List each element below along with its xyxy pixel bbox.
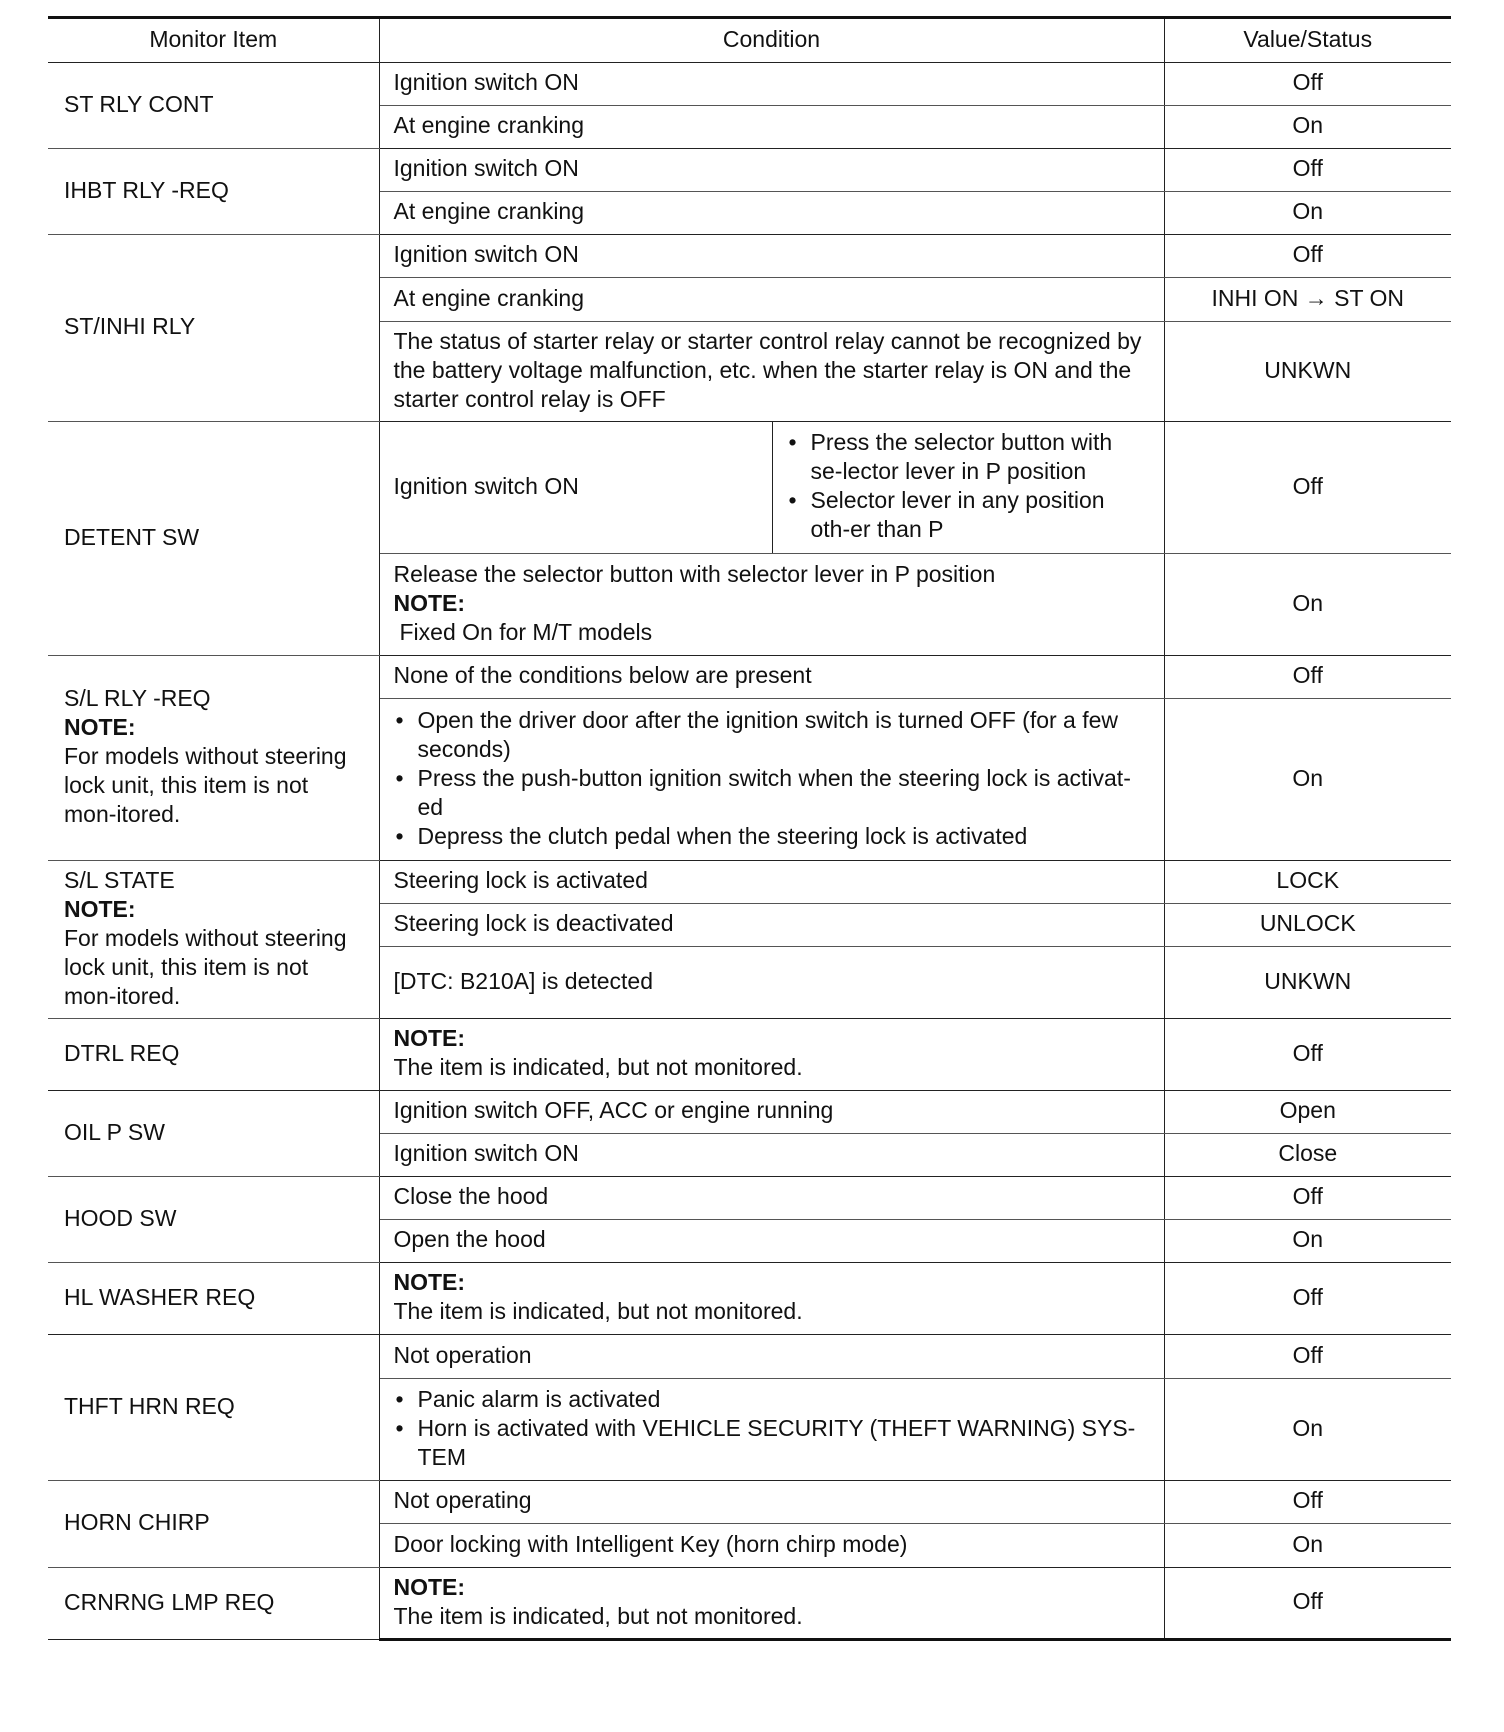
value-cell: LOCK bbox=[1164, 861, 1451, 904]
note-text: The item is indicated, but not monitored. bbox=[393, 1298, 803, 1324]
value-cell: UNKWN bbox=[1164, 322, 1451, 422]
note-label: NOTE: bbox=[393, 589, 466, 616]
table-row bbox=[48, 422, 1451, 554]
table-row bbox=[48, 1568, 1451, 1640]
condition-cell: Steering lock is deactivated bbox=[379, 904, 1164, 947]
note-label: NOTE: bbox=[64, 714, 136, 740]
monitor-table bbox=[48, 16, 1451, 1641]
note-label: NOTE: bbox=[393, 1269, 466, 1295]
condition-cell: Open the hood bbox=[379, 1220, 1164, 1263]
condition-cell: None of the conditions below are present bbox=[379, 656, 1164, 699]
value-cell: Off bbox=[1164, 1177, 1451, 1220]
list-item: • Depress the clutch pedal when the steering lock is activated bbox=[394, 822, 1150, 851]
value-cell: Off bbox=[1164, 656, 1451, 699]
condition-cell: Not operation bbox=[379, 1335, 1164, 1379]
value-cell: On bbox=[1164, 554, 1451, 656]
condition-cell bbox=[379, 699, 1164, 861]
monitor-item-cell: HOOD SW bbox=[48, 1177, 379, 1263]
list-item: • Selector lever in any position oth-er than P bbox=[787, 486, 1150, 544]
table-row bbox=[48, 656, 1451, 699]
condition-cell: Steering lock is activated bbox=[379, 861, 1164, 904]
value-cell: Off bbox=[1164, 422, 1451, 554]
value-cell: Off bbox=[1164, 149, 1451, 192]
monitor-item-cell: OIL P SW bbox=[48, 1091, 379, 1177]
monitor-item-cell: THFT HRN REQ bbox=[48, 1335, 379, 1481]
table-row bbox=[48, 63, 1451, 106]
value-cell: Open bbox=[1164, 1091, 1451, 1134]
condition-cell: Ignition switch ON bbox=[379, 63, 1164, 106]
monitor-item-cell: IHBT RLY -REQ bbox=[48, 149, 379, 235]
value-cell: On bbox=[1164, 1379, 1451, 1481]
value-cell: On bbox=[1164, 1220, 1451, 1263]
note-label: NOTE: bbox=[393, 1573, 466, 1600]
value-cell: Close bbox=[1164, 1134, 1451, 1177]
value-cell: On bbox=[1164, 106, 1451, 149]
monitor-item-cell: CRNRNG LMP REQ bbox=[48, 1568, 379, 1640]
value-cell: Off bbox=[1164, 1019, 1451, 1091]
list-item: • Horn is activated with VEHICLE SECURITY (THEFT WARNING) SYS-TEM bbox=[394, 1414, 1150, 1472]
table-row bbox=[48, 1019, 1451, 1091]
table-row bbox=[48, 1263, 1451, 1335]
monitor-item-cell: DETENT SW bbox=[48, 422, 379, 656]
header-monitor-item: Monitor Item bbox=[48, 18, 379, 63]
value-cell: On bbox=[1164, 1524, 1451, 1568]
condition-cell bbox=[379, 554, 1164, 656]
condition-cell: At engine cranking bbox=[379, 278, 1164, 322]
note-text: For models without steering lock unit, this item is not mon-itored. bbox=[64, 924, 347, 1009]
value-cell: UNLOCK bbox=[1164, 904, 1451, 947]
monitor-item-cell: HORN CHIRP bbox=[48, 1481, 379, 1568]
condition-cell: Ignition switch ON bbox=[379, 149, 1164, 192]
condition-cell: Ignition switch ON bbox=[379, 1134, 1164, 1177]
value-cell: Off bbox=[1164, 1263, 1451, 1335]
condition-cell bbox=[379, 1568, 1164, 1640]
monitor-item-name: S/L STATE bbox=[64, 866, 175, 893]
header-value-status: Value/Status bbox=[1164, 18, 1451, 63]
value-cell: UNKWN bbox=[1164, 947, 1451, 1019]
condition-cell: At engine cranking bbox=[379, 106, 1164, 149]
value-cell: Off bbox=[1164, 1335, 1451, 1379]
list-item: • Open the driver door after the ignition switch is turned OFF (for a few seconds) bbox=[394, 706, 1150, 764]
note-text: The item is indicated, but not monitored. bbox=[393, 1054, 803, 1080]
table-header-row bbox=[48, 18, 1451, 63]
bullet-list bbox=[787, 428, 1150, 544]
bullet-list bbox=[394, 1385, 1150, 1472]
monitor-item-cell: ST/INHI RLY bbox=[48, 235, 379, 422]
value-cell: Off bbox=[1164, 63, 1451, 106]
monitor-item-cell: HL WASHER REQ bbox=[48, 1263, 379, 1335]
list-item: • Panic alarm is activated bbox=[394, 1385, 1150, 1414]
value-cell: Off bbox=[1164, 1481, 1451, 1524]
list-item: • Press the push-button ignition switch when the steering lock is activat-ed bbox=[394, 764, 1150, 822]
condition-cell: Door locking with Intelligent Key (horn chirp mode) bbox=[379, 1524, 1164, 1568]
monitor-item-cell bbox=[48, 861, 379, 1019]
table-row bbox=[48, 861, 1451, 904]
monitor-item-cell bbox=[48, 656, 379, 861]
condition-cell bbox=[379, 1379, 1164, 1481]
condition-cell: Ignition switch ON bbox=[379, 235, 1164, 278]
table-row bbox=[48, 1177, 1451, 1220]
condition-sub-cell bbox=[772, 422, 1164, 554]
note-text: Fixed On for M/T models bbox=[399, 618, 653, 645]
bullet-list bbox=[394, 706, 1150, 851]
table-row bbox=[48, 149, 1451, 192]
monitor-item-name: S/L RLY -REQ bbox=[64, 685, 211, 711]
note-label: NOTE: bbox=[64, 895, 136, 922]
monitor-item-cell: ST RLY CONT bbox=[48, 63, 379, 149]
condition-cell: Not operating bbox=[379, 1481, 1164, 1524]
value-cell: Off bbox=[1164, 1568, 1451, 1640]
header-condition: Condition bbox=[379, 18, 1164, 63]
condition-text: Release the selector button with selector lever in P position bbox=[393, 560, 996, 587]
note-label: NOTE: bbox=[393, 1025, 466, 1051]
table-row bbox=[48, 1091, 1451, 1134]
note-text: The item is indicated, but not monitored. bbox=[393, 1602, 803, 1629]
monitor-item-cell: DTRL REQ bbox=[48, 1019, 379, 1091]
condition-cell: The status of starter relay or starter control relay cannot be recognized by the battery voltage malfunction, etc. when the starter relay is ON and the starter control relay is OFF bbox=[379, 322, 1164, 422]
value-cell: Off bbox=[1164, 235, 1451, 278]
table-row bbox=[48, 235, 1451, 278]
value-cell: On bbox=[1164, 699, 1451, 861]
table-row bbox=[48, 1481, 1451, 1524]
condition-cell: Ignition switch OFF, ACC or engine running bbox=[379, 1091, 1164, 1134]
monitor-table-sheet bbox=[48, 16, 1451, 1641]
condition-cell: [DTC: B210A] is detected bbox=[379, 947, 1164, 1019]
condition-cell: At engine cranking bbox=[379, 192, 1164, 235]
table-row bbox=[48, 1335, 1451, 1379]
value-cell: INHI ON → ST ON bbox=[1164, 278, 1451, 322]
value-cell: On bbox=[1164, 192, 1451, 235]
condition-cell bbox=[379, 1019, 1164, 1091]
condition-cell: Ignition switch ON bbox=[379, 422, 772, 554]
list-item: • Press the selector button with se-lector lever in P position bbox=[787, 428, 1150, 486]
condition-cell bbox=[379, 1263, 1164, 1335]
condition-cell: Close the hood bbox=[379, 1177, 1164, 1220]
note-text: For models without steering lock unit, this item is not mon-itored. bbox=[64, 743, 347, 827]
